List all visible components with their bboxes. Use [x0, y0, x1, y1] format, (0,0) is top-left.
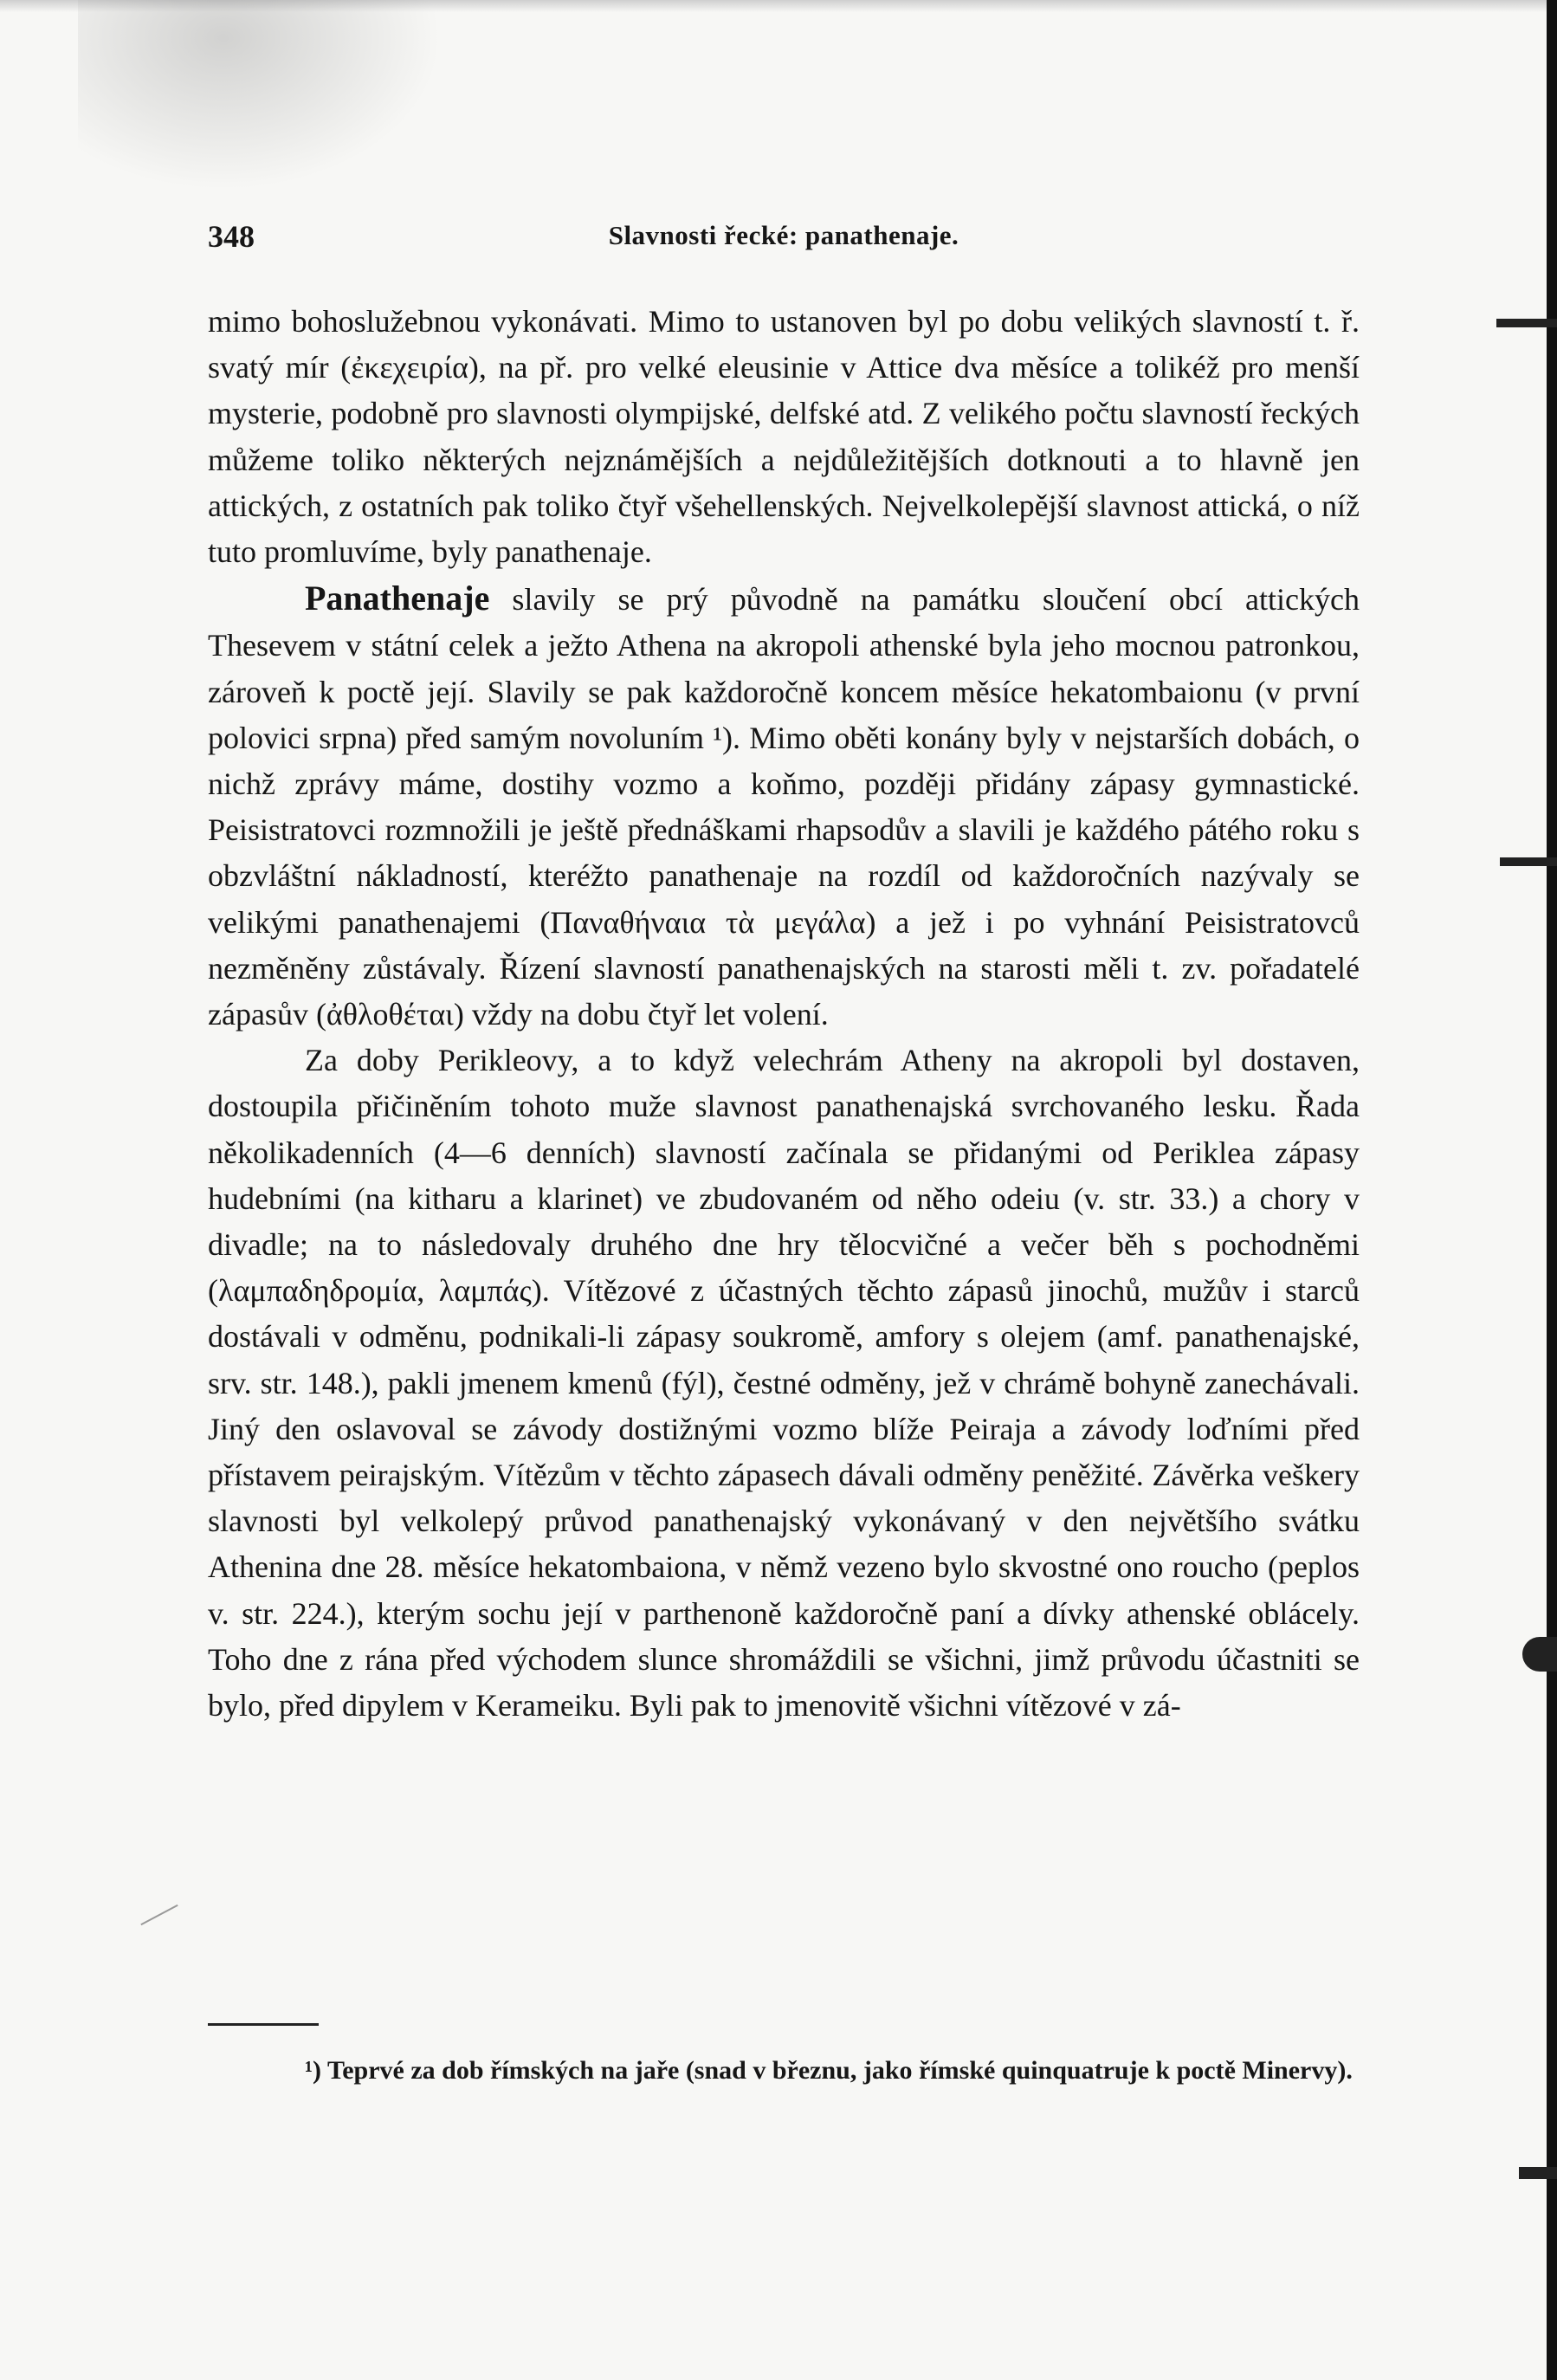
margin-mark — [1500, 857, 1557, 866]
body-text — [208, 299, 1360, 1729]
paragraph-text: mimo bohoslužebnou vykonávati. Mimo to ustanoven byl po dobu velikých slavností t. ř. svatý mír (ἐκεχειρία), na př. pro velké eleusinie v Attice dva měsíce a tolikéž pro menší mysterie, podobně pro slavnosti olympijské, delfské atd. Z velikého počtu slavností řeckých můžeme toliko některých nejznámějších a nejdůležitějších dotknouti a to hlavně jen attických, z ostatních pak toliko čtyř všehellenských. Nejvelkolepější slavnost attická, o níž tuto promluvíme, byly panathenaje. — [208, 304, 1360, 570]
paragraph-2 — [208, 575, 1360, 1038]
paragraph-lead-word: Panathenaje — [305, 579, 490, 618]
running-title: Slavnosti řecké: panathenaje. — [608, 220, 959, 250]
page-number: 348 — [208, 219, 255, 254]
margin-mark — [1496, 319, 1557, 327]
paragraph-text: slavily se prý původně na památku sloučení obcí attických Thesevem v státní celek a ježto Athena na akropoli athenské byla jeho mocnou patronkou, zároveň k poctě její. Slavily se pak každoročně koncem měsíce hekatombaionu (v první polovici srpna) před samým novoluním ¹). Mimo oběti konány byly v nejstarších dobách, o nichž zprávy máme, dostihy vozmo a koňmo, později přidány zápasy gymnastické. Peisistratovci rozmnožili je ještě přednáškami rhapsodův a slavili je každého pátého roku s obzvláštní nákladností, kteréžto panathenaje na rozdíl od každoročních nazývaly se velikými panathenajemi (Παναθήναια τὰ μεγάλα) a jež i po vyhnání Peisistratovců nezměněny zůstávaly. Řízení slavností panathenajských na starosti měli t. zv. pořadatelé zápasův (ἀθλοθέται) vždy na dobu čtyř let volení. — [208, 582, 1360, 1032]
binding-edge — [1547, 0, 1557, 2380]
paragraph-1 — [208, 299, 1360, 575]
footnote-rule — [208, 2023, 319, 2026]
margin-mark — [1522, 1637, 1557, 1672]
paragraph-3 — [208, 1038, 1360, 1729]
paragraph-text: Za doby Perikleovy, a to když velechrám Atheny na akropoli byl dostaven, dostoupila přičiněním tohoto muže slavnost panathenajská svrchovaného lesku. Řada několikadenních (4—6 denních) slavností začínala se přidanými od Periklea zápasy hudebními (na kitharu a klarinet) ve zbudovaném od něho odeiu (v. str. 33.) a chory v divadle; na to následovaly druhého dne hry tělocvičné a večer běh s pochodněmi (λαμπαδηδρομία, λαμπάς). Vítězové z účastných těchto zápasů jinochů, mužův i starců dostávali v odměnu, podnikali-li zápasy soukromě, amfory s olejem (amf. panathenajské, srv. str. 148.), pakli jmenem kmenů (fýl), čestné odměny, jež v chrámě bohyně zanechávali. Jiný den oslavoval se závody dostižnými vozmo blíže Peiraja a závody loďními před přístavem peirajským. Vítězům v těchto zápasech dávali odměny peněžité. Závěrka veškery slavnosti byl velkolepý průvod panathenajský vykonávaný v den největšího svátku Athenina dne 28. měsíce hekatombaiona, v němž vezeno bylo skvostné ono roucho (peplos v. str. 224.), kterým sochu její v parthenoně každoročně paní a dívky athenské oblácely. Toho dne z rána před východem slunce shromáždili se všichni, jimž průvodu účastniti se bylo, před dipylem v Kerameiku. Byli pak to jmenovitě všichni vítězové v zá- — [208, 1043, 1360, 1724]
footnote: ¹) Teprvé za dob římských na jaře (snad v březnu, jako římské quinquatruje k poctě Minervy). — [305, 2056, 1353, 2085]
pencil-mark — [140, 1905, 178, 1925]
page-header — [208, 218, 1360, 262]
page-smudge — [78, 0, 442, 191]
margin-mark — [1519, 2167, 1557, 2179]
